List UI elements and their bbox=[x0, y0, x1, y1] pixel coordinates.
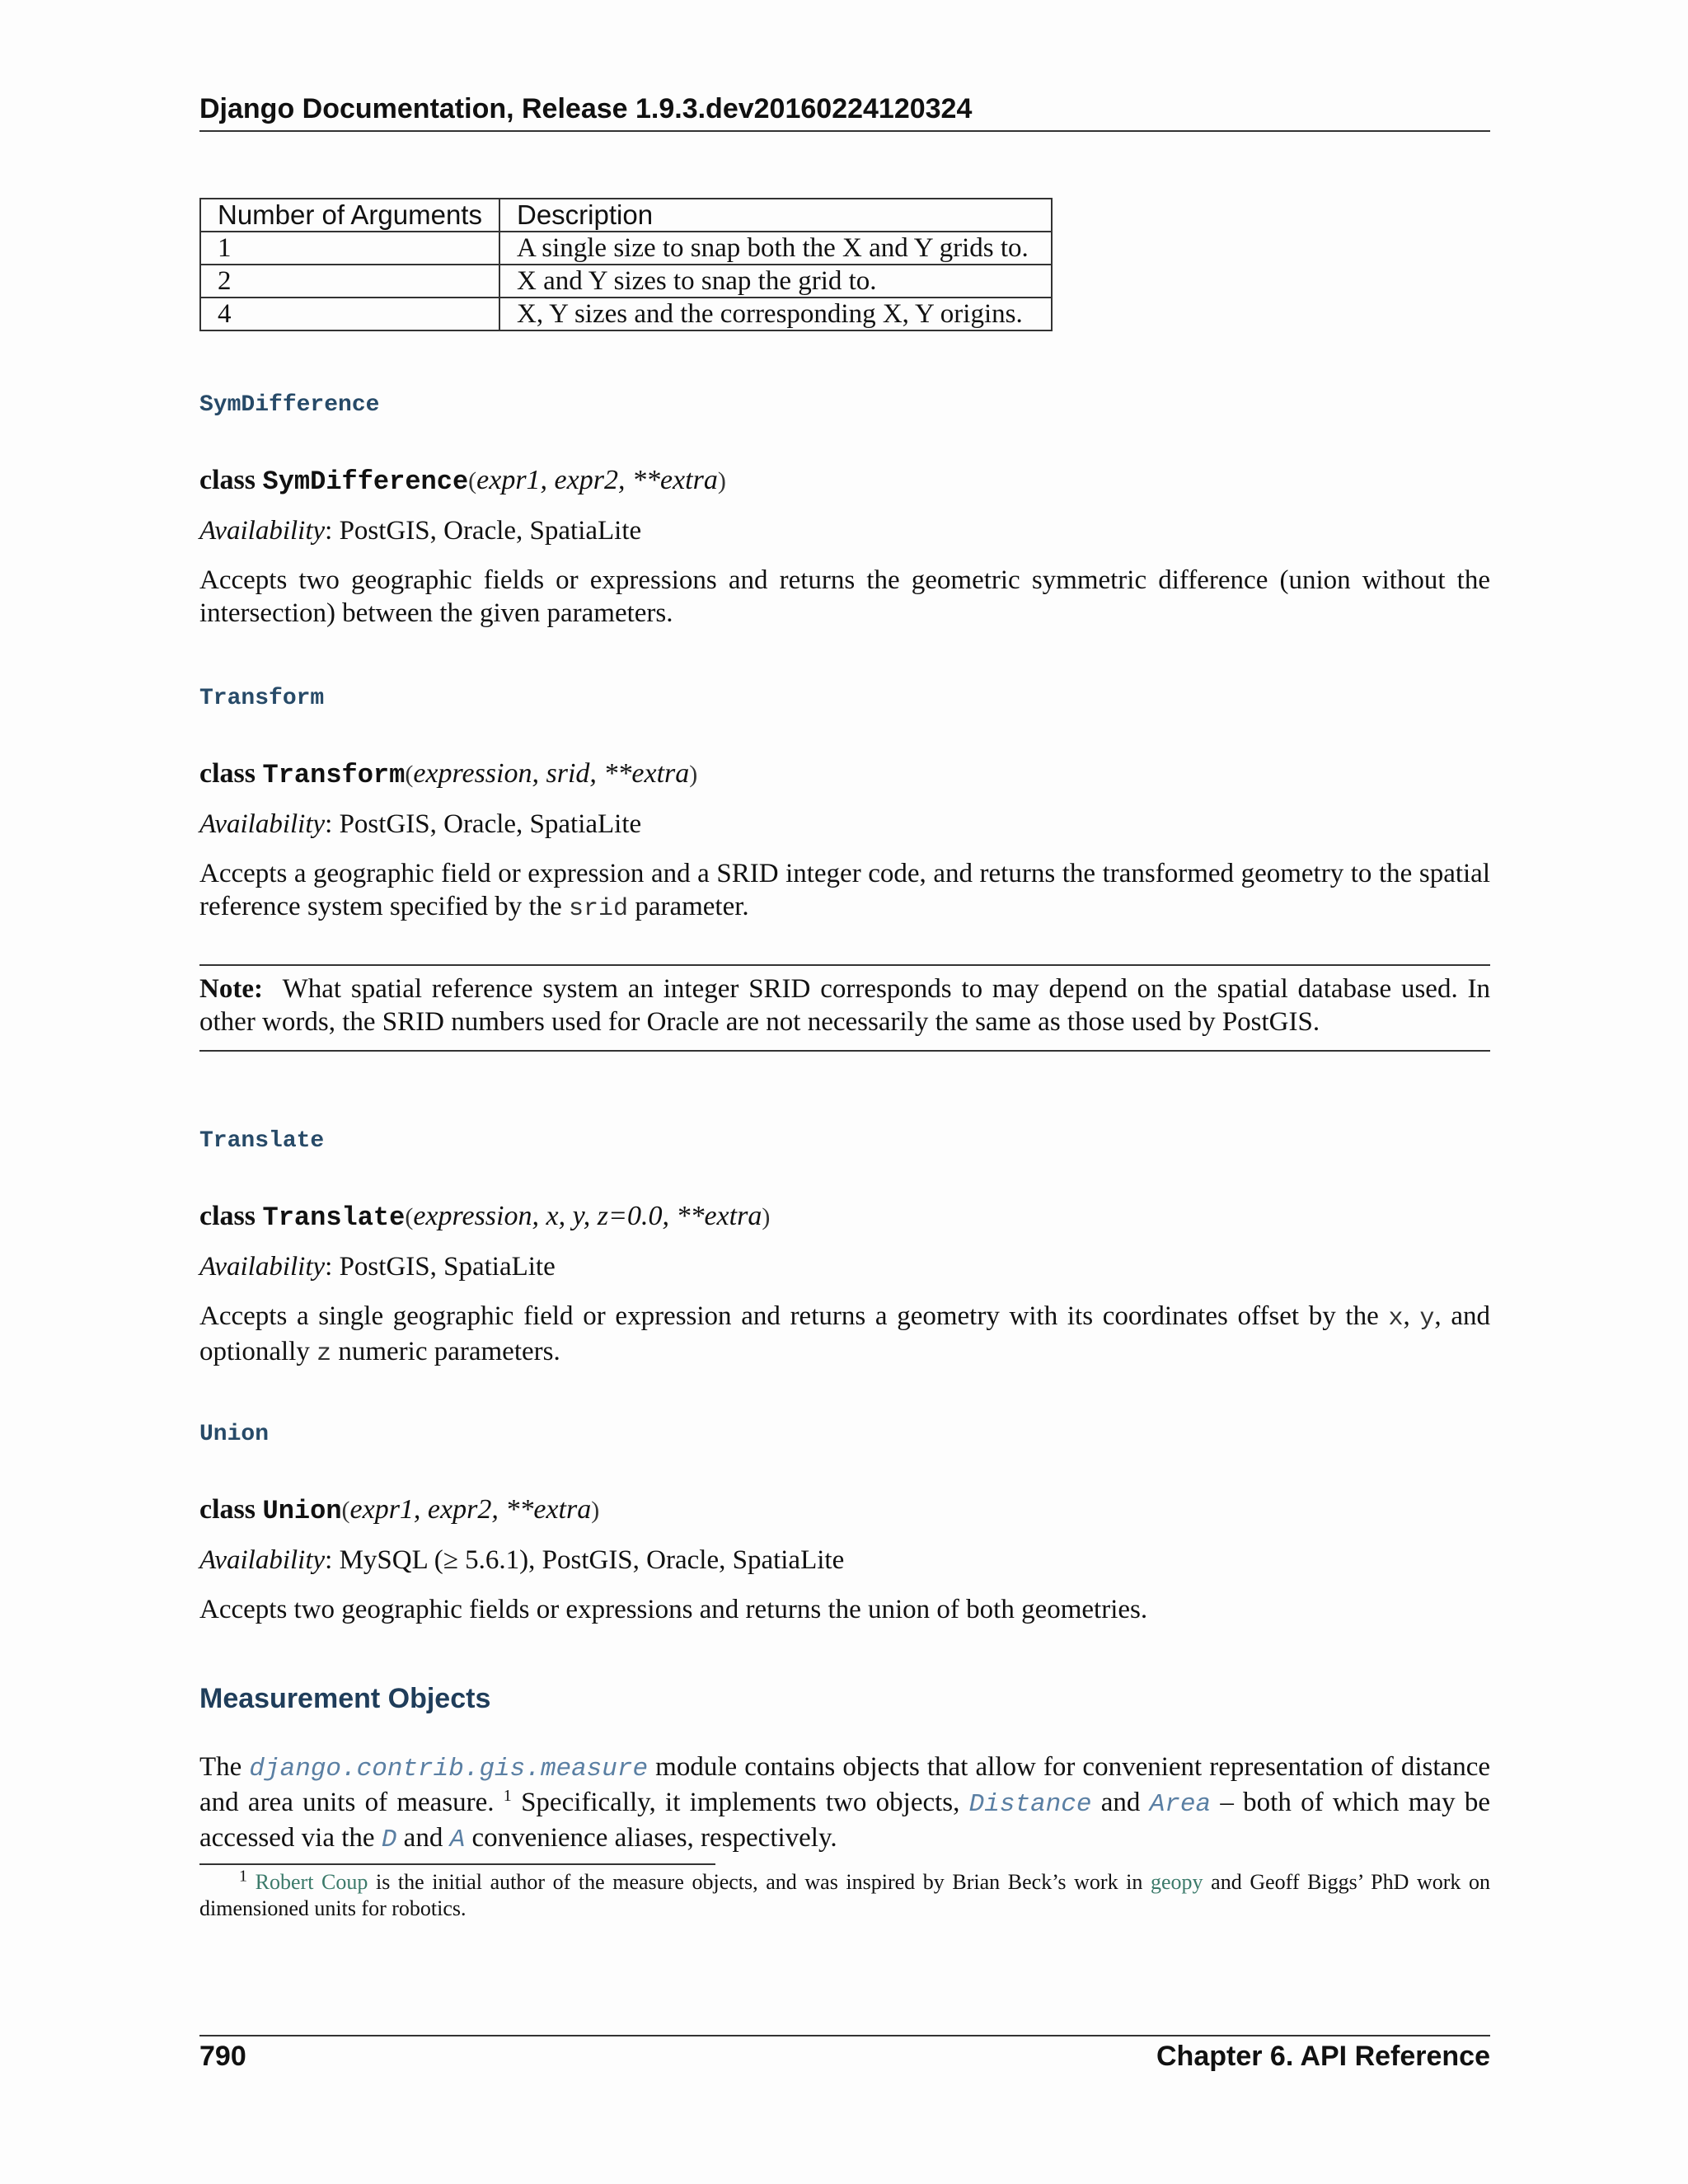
table-row bbox=[200, 265, 1052, 298]
class-name: Union bbox=[262, 1496, 342, 1526]
robert-coup-link[interactable]: Robert Coup bbox=[255, 1870, 368, 1894]
availability-label: Availability bbox=[199, 1545, 326, 1575]
paragraph-text: module contains objects that allow for convenient representation of distance and area units of measure. bbox=[199, 1752, 1490, 1817]
close-paren: ) bbox=[591, 1497, 600, 1524]
table-header-cell: Description bbox=[499, 199, 1052, 232]
table-cell: X and Y sizes to snap the grid to. bbox=[499, 265, 1052, 298]
description-text: , and optionally bbox=[199, 1301, 1490, 1366]
note-label: Note: bbox=[199, 974, 263, 1004]
class-params: expr1, expr2, **extra bbox=[349, 1494, 592, 1525]
area-link[interactable]: Area bbox=[1149, 1790, 1212, 1819]
section-label-transform: Transform bbox=[199, 686, 325, 711]
a-alias-link[interactable]: A bbox=[449, 1825, 466, 1854]
footnote bbox=[199, 1869, 1490, 1922]
paragraph-text: – both of which may be accessed via the bbox=[199, 1788, 1490, 1853]
close-paren: ) bbox=[717, 467, 726, 494]
footnote-number: 1 bbox=[239, 1867, 248, 1886]
footnote-text: is the initial author of the measure objects, and was inspired by Brian Beck’s work in bbox=[368, 1870, 1151, 1894]
paragraph-text: The bbox=[199, 1752, 250, 1782]
table-cell: 2 bbox=[200, 265, 499, 298]
open-paren: ( bbox=[341, 1497, 350, 1524]
footnote-text: and Geoff Biggs’ PhD work on dimensioned units for robotics. bbox=[199, 1870, 1490, 1920]
table-header-cell: Number of Arguments bbox=[200, 199, 499, 232]
inline-code-srid: srid bbox=[569, 895, 629, 923]
availability-label: Availability bbox=[199, 516, 326, 546]
description-symdifference: Accepts two geographic fields or expressions and returns the geometric symmetric difference (union without the intersection) between the given parameters. bbox=[199, 565, 1490, 628]
class-signature-transform bbox=[199, 758, 697, 790]
class-keyword: class bbox=[199, 465, 256, 495]
note-top-rule bbox=[199, 964, 1490, 966]
class-signature-translate bbox=[199, 1201, 770, 1233]
note-box bbox=[199, 972, 1490, 1038]
close-paren: ) bbox=[689, 761, 698, 788]
availability-union bbox=[199, 1544, 1490, 1577]
class-keyword: class bbox=[199, 1494, 256, 1525]
section-label-union: Union bbox=[199, 1422, 270, 1447]
description-text: Accepts a single geographic field or expression and returns a geometry with its coordinates offset by the bbox=[199, 1301, 1389, 1331]
section-label-translate: Translate bbox=[199, 1128, 325, 1154]
paragraph-text: convenience aliases, respectively. bbox=[465, 1823, 837, 1853]
availability-label: Availability bbox=[199, 1252, 326, 1282]
footnote-divider bbox=[199, 1863, 715, 1865]
running-header: Django Documentation, Release 1.9.3.dev20160224120324 bbox=[199, 93, 973, 124]
distance-link[interactable]: Distance bbox=[968, 1790, 1092, 1819]
availability-symdifference bbox=[199, 514, 1490, 547]
paragraph-text: and bbox=[1091, 1788, 1150, 1817]
note-text: What spatial reference system an integer SRID corresponds to may depend on the spatial database used. In other words, the SRID numbers used for Oracle are not necessarily the same as those used by PostGIS. bbox=[199, 974, 1490, 1037]
availability-value: : MySQL (≥ 5.6.1), PostGIS, Oracle, SpatiaLite bbox=[325, 1545, 845, 1575]
paragraph-text: and bbox=[396, 1823, 450, 1853]
description-translate bbox=[199, 1300, 1490, 1371]
availability-value: : PostGIS, Oracle, SpatiaLite bbox=[325, 516, 642, 546]
footer-divider bbox=[199, 2035, 1490, 2036]
availability-transform bbox=[199, 808, 1490, 841]
availability-value: : PostGIS, SpatiaLite bbox=[325, 1252, 556, 1282]
availability-label: Availability bbox=[199, 809, 326, 839]
inline-code-z: z bbox=[316, 1340, 332, 1368]
table-cell: 1 bbox=[200, 232, 499, 265]
inline-code-x: x bbox=[1388, 1305, 1404, 1333]
table-cell: X, Y sizes and the corresponding X, Y origins. bbox=[499, 298, 1052, 330]
paragraph-text: Specifically, it implements two objects, bbox=[511, 1788, 969, 1817]
close-paren: ) bbox=[762, 1203, 771, 1230]
class-signature-symdifference bbox=[199, 465, 726, 497]
class-signature-union bbox=[199, 1494, 599, 1526]
table-cell: 4 bbox=[200, 298, 499, 330]
description-text: , bbox=[1403, 1301, 1420, 1331]
chapter-title: Chapter 6. API Reference bbox=[1156, 2041, 1490, 2072]
module-link[interactable]: django.contrib.gis.measure bbox=[249, 1755, 649, 1783]
availability-value: : PostGIS, Oracle, SpatiaLite bbox=[325, 809, 642, 839]
inline-code-y: y bbox=[1419, 1305, 1435, 1333]
table-row bbox=[200, 298, 1052, 330]
class-params: expression, srid, **extra bbox=[413, 758, 690, 789]
page-number: 790 bbox=[199, 2041, 246, 2072]
header-divider bbox=[199, 130, 1490, 132]
description-text: parameter. bbox=[628, 892, 749, 921]
note-bottom-rule bbox=[199, 1050, 1490, 1052]
footnote-ref[interactable]: 1 bbox=[503, 1787, 512, 1805]
availability-translate bbox=[199, 1250, 1490, 1283]
class-keyword: class bbox=[199, 1201, 256, 1231]
section-label-symdifference: SymDifference bbox=[199, 392, 380, 418]
description-union: Accepts two geographic fields or expressions and returns the union of both geometries. bbox=[199, 1595, 1148, 1624]
d-alias-link[interactable]: D bbox=[381, 1825, 397, 1854]
class-params: expression, x, y, z=0.0, **extra bbox=[413, 1201, 762, 1231]
geopy-link[interactable]: geopy bbox=[1151, 1870, 1203, 1894]
measurement-paragraph bbox=[199, 1750, 1490, 1857]
description-text: numeric parameters. bbox=[331, 1337, 560, 1366]
description-transform bbox=[199, 857, 1490, 926]
table-cell: A single size to snap both the X and Y grids to. bbox=[499, 232, 1052, 265]
open-paren: ( bbox=[468, 467, 477, 494]
class-name: SymDifference bbox=[262, 466, 469, 497]
class-params: expr1, expr2, **extra bbox=[476, 465, 718, 495]
arguments-table bbox=[199, 198, 1053, 331]
open-paren: ( bbox=[405, 1203, 414, 1230]
section-heading-measurement: Measurement Objects bbox=[199, 1683, 491, 1714]
table-header-row bbox=[200, 199, 1052, 232]
table-row bbox=[200, 232, 1052, 265]
class-name: Translate bbox=[262, 1202, 406, 1233]
class-name: Transform bbox=[262, 760, 406, 790]
class-keyword: class bbox=[199, 758, 256, 789]
description-text: Accepts a geographic field or expression and a SRID integer code, and returns the transformed geometry to the spatial reference system specified by the bbox=[199, 859, 1490, 921]
open-paren: ( bbox=[405, 761, 414, 788]
